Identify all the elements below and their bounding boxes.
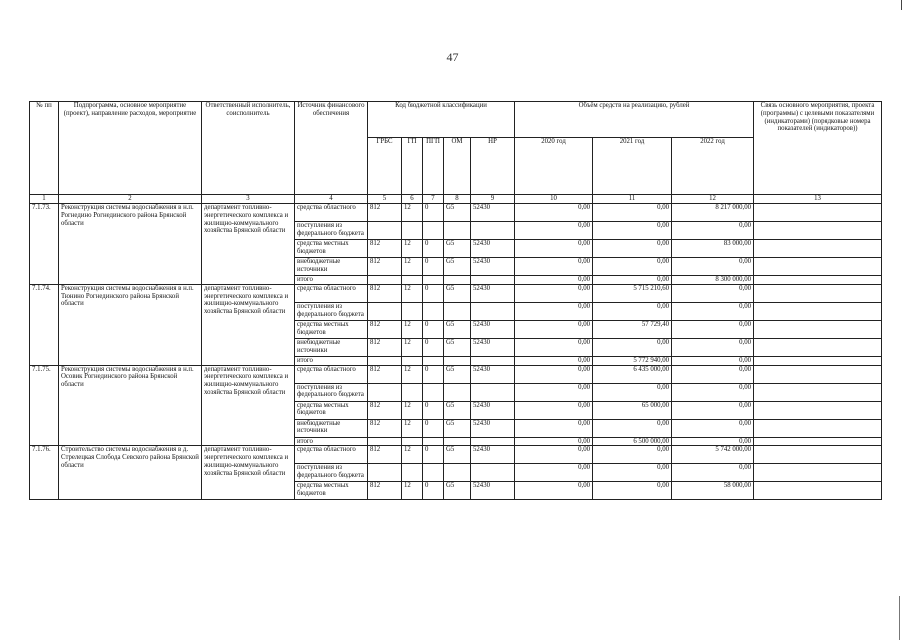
amount-2022-cell: 0,00 [672,401,754,419]
header-source: Источник финансового обеспечения [295,102,368,195]
amount-2020-cell: 0,00 [515,365,593,383]
gp-cell [402,437,423,446]
amount-2021-cell: 0,00 [593,383,672,401]
nr-cell [471,437,515,446]
link-cell [754,356,882,365]
gp-cell [402,383,423,401]
budget-table [29,101,882,500]
grbs-cell: 812 [368,258,402,276]
amount-2020-cell: 0,00 [515,204,593,222]
amount-2020-cell: 0,00 [515,446,593,464]
nr-cell: 52430 [471,240,515,258]
nr-cell: 52430 [471,204,515,222]
amount-2021-cell: 0,00 [593,419,672,437]
gp-cell: 12 [402,446,423,464]
amount-2020-cell: 0,00 [515,464,593,482]
amount-2021-cell: 5 772 940,00 [593,356,672,365]
om-cell [444,222,471,240]
grbs-cell: 812 [368,284,402,302]
link-cell [754,419,882,437]
gp-cell: 12 [402,258,423,276]
om-cell [444,437,471,446]
gp-cell: 12 [402,204,423,222]
index-cell: 9 [471,195,515,204]
table-row [30,204,882,222]
gp-cell: 12 [402,419,423,437]
header-num: № пп [30,102,59,195]
amount-2021-cell: 0,00 [593,302,672,320]
nr-cell [471,222,515,240]
nr-cell [471,302,515,320]
index-cell: 7 [423,195,444,204]
executor-cell: департамент топливно-энергетического комплекса и жилищно-коммунального хозяйства Брянской области [202,204,295,285]
gp-cell: 12 [402,401,423,419]
pgp-cell [423,464,444,482]
amount-2020-cell: 0,00 [515,320,593,338]
item-name-cell: Реконструкция системы водоснабжения в н.п. Рогнедино Рогнединского района Брянской области [59,204,202,285]
header-gp: ГП [402,138,423,195]
amount-2022-cell: 0,00 [672,320,754,338]
table-row [30,365,882,383]
amount-2020-cell: 0,00 [515,437,593,446]
header-2021: 2021 год [593,138,672,195]
amount-2021-cell: 6 500 000,00 [593,437,672,446]
grbs-cell [368,464,402,482]
gp-cell [402,464,423,482]
amount-2022-cell: 0,00 [672,365,754,383]
om-cell: G5 [444,204,471,222]
link-cell [754,464,882,482]
nr-cell: 52430 [471,320,515,338]
om-cell: G5 [444,446,471,464]
index-cell: 12 [672,195,754,204]
link-cell [754,240,882,258]
om-cell [444,356,471,365]
header-program: Подпрограмма, основное мероприятие (проект), направление расходов, мероприятие [59,102,202,195]
link-cell [754,383,882,401]
om-cell: G5 [444,320,471,338]
amount-2020-cell: 0,00 [515,383,593,401]
amount-2022-cell: 0,00 [672,302,754,320]
amount-2022-cell: 0,00 [672,383,754,401]
link-cell [754,276,882,285]
header-link: Связь основного мероприятия, проекта (программы) с целевыми показателями (индикаторами) (порядковые номера показателей (индикаторов)) [754,102,882,195]
amount-2020-cell: 0,00 [515,356,593,365]
executor-cell: департамент топливно-энергетического комплекса и жилищно-коммунального хозяйства Брянской области [202,446,295,500]
source-cell: поступления из федерального бюджета [295,383,368,401]
amount-2020-cell: 0,00 [515,276,593,285]
source-cell: средства областного [295,365,368,383]
source-cell: средства областного [295,446,368,464]
nr-cell: 52430 [471,482,515,500]
header-budget-code: Код бюджетной классификации [368,102,515,138]
amount-2022-cell: 0,00 [672,437,754,446]
amount-2021-cell: 5 715 210,60 [593,284,672,302]
header-2022: 2022 год [672,138,754,195]
om-cell [444,302,471,320]
amount-2021-cell: 0,00 [593,240,672,258]
pgp-cell: 0 [423,482,444,500]
om-cell: G5 [444,419,471,437]
header-grbs: ГРБС [368,138,402,195]
source-cell: средства областного [295,284,368,302]
source-cell: поступления из федерального бюджета [295,222,368,240]
column-index-row [30,195,882,204]
amount-2021-cell: 6 435 000,00 [593,365,672,383]
amount-2022-cell: 83 000,00 [672,240,754,258]
amount-2021-cell: 0,00 [593,446,672,464]
nr-cell: 52430 [471,401,515,419]
nr-cell: 52430 [471,419,515,437]
margin-mark [901,0,902,10]
amount-2022-cell: 0,00 [672,338,754,356]
grbs-cell [368,222,402,240]
header-volume: Объём средств на реализацию, рублей [515,102,754,138]
amount-2020-cell: 0,00 [515,240,593,258]
header-pgp: ПГП [423,138,444,195]
om-cell: G5 [444,365,471,383]
link-cell [754,446,882,464]
index-cell: 5 [368,195,402,204]
amount-2022-cell: 5 742 000,00 [672,446,754,464]
grbs-cell [368,302,402,320]
gp-cell [402,222,423,240]
index-cell: 1 [30,195,59,204]
nr-cell [471,276,515,285]
index-cell: 3 [202,195,295,204]
item-number-cell: 7.1.75. [30,365,59,446]
amount-2021-cell: 0,00 [593,482,672,500]
link-cell [754,204,882,222]
source-cell: средства местных бюджетов [295,240,368,258]
om-cell: G5 [444,338,471,356]
gp-cell: 12 [402,240,423,258]
om-cell: G5 [444,401,471,419]
grbs-cell: 812 [368,446,402,464]
amount-2022-cell: 0,00 [672,419,754,437]
source-cell: поступления из федерального бюджета [295,302,368,320]
header-nr: НР [471,138,515,195]
om-cell: G5 [444,482,471,500]
amount-2021-cell: 0,00 [593,222,672,240]
amount-2020-cell: 0,00 [515,338,593,356]
amount-2022-cell: 0,00 [672,284,754,302]
item-number-cell: 7.1.76. [30,446,59,500]
nr-cell: 52430 [471,365,515,383]
nr-cell: 52430 [471,446,515,464]
item-name-cell: Реконструкция системы водоснабжения в н.п. Тюнино Рогнединского района Брянской области [59,284,202,365]
nr-cell: 52430 [471,284,515,302]
link-cell [754,338,882,356]
source-cell: внебюджетные источники [295,419,368,437]
grbs-cell [368,383,402,401]
link-cell [754,258,882,276]
amount-2020-cell: 0,00 [515,419,593,437]
gp-cell [402,276,423,285]
amount-2020-cell: 0,00 [515,258,593,276]
om-cell [444,276,471,285]
amount-2020-cell: 0,00 [515,284,593,302]
amount-2020-cell: 0,00 [515,482,593,500]
amount-2022-cell: 58 000,00 [672,482,754,500]
pgp-cell: 0 [423,446,444,464]
grbs-cell [368,356,402,365]
amount-2022-cell: 8 300 000,00 [672,276,754,285]
source-cell: средства местных бюджетов [295,401,368,419]
amount-2021-cell: 0,00 [593,204,672,222]
grbs-cell: 812 [368,320,402,338]
amount-2021-cell: 0,00 [593,276,672,285]
table-body [30,204,882,500]
nr-cell: 52430 [471,258,515,276]
om-cell [444,383,471,401]
link-cell [754,284,882,302]
amount-2020-cell: 0,00 [515,401,593,419]
table-row [30,284,882,302]
grbs-cell [368,437,402,446]
header-om: ОМ [444,138,471,195]
nr-cell [471,356,515,365]
index-cell: 6 [402,195,423,204]
amount-2021-cell: 65 000,00 [593,401,672,419]
om-cell: G5 [444,284,471,302]
gp-cell: 12 [402,338,423,356]
item-number-cell: 7.1.74. [30,284,59,365]
amount-2022-cell: 0,00 [672,258,754,276]
pgp-cell: 0 [423,240,444,258]
source-cell: итого [295,276,368,285]
nr-cell [471,383,515,401]
executor-cell: департамент топливно-энергетического комплекса и жилищно-коммунального хозяйства Брянской области [202,365,295,446]
index-cell: 4 [295,195,368,204]
nr-cell [471,464,515,482]
source-cell: средства местных бюджетов [295,482,368,500]
amount-2021-cell: 0,00 [593,464,672,482]
grbs-cell: 812 [368,240,402,258]
amount-2021-cell: 0,00 [593,338,672,356]
source-cell: поступления из федерального бюджета [295,464,368,482]
header-2020: 2020 год [515,138,593,195]
grbs-cell: 812 [368,338,402,356]
pgp-cell [423,222,444,240]
source-cell: внебюджетные источники [295,338,368,356]
pgp-cell: 0 [423,365,444,383]
link-cell [754,437,882,446]
index-cell: 8 [444,195,471,204]
link-cell [754,320,882,338]
pgp-cell [423,302,444,320]
amount-2022-cell: 0,00 [672,464,754,482]
link-cell [754,365,882,383]
link-cell [754,302,882,320]
grbs-cell: 812 [368,482,402,500]
item-number-cell: 7.1.73. [30,204,59,285]
grbs-cell: 812 [368,419,402,437]
amount-2021-cell: 0,00 [593,258,672,276]
pgp-cell: 0 [423,320,444,338]
index-cell: 13 [754,195,882,204]
grbs-cell [368,276,402,285]
amount-2020-cell: 0,00 [515,222,593,240]
nr-cell: 52430 [471,338,515,356]
grbs-cell: 812 [368,401,402,419]
gp-cell: 12 [402,320,423,338]
source-cell: итого [295,356,368,365]
pgp-cell [423,356,444,365]
pgp-cell: 0 [423,401,444,419]
source-cell: итого [295,437,368,446]
table-row [30,446,882,464]
amount-2021-cell: 57 729,40 [593,320,672,338]
pgp-cell [423,437,444,446]
pgp-cell: 0 [423,419,444,437]
link-cell [754,222,882,240]
grbs-cell: 812 [368,365,402,383]
pgp-cell: 0 [423,338,444,356]
pgp-cell: 0 [423,284,444,302]
link-cell [754,401,882,419]
index-cell: 2 [59,195,202,204]
amount-2020-cell: 0,00 [515,302,593,320]
amount-2022-cell: 0,00 [672,222,754,240]
pgp-cell [423,276,444,285]
amount-2022-cell: 8 217 000,00 [672,204,754,222]
om-cell [444,464,471,482]
header-executor: Ответственный исполнитель, соисполнитель [202,102,295,195]
source-cell: внебюджетные источники [295,258,368,276]
pgp-cell: 0 [423,258,444,276]
grbs-cell: 812 [368,204,402,222]
item-name-cell: Реконструкция системы водоснабжения в н.п. Осовик Рогнединского района Брянской области [59,365,202,446]
gp-cell [402,302,423,320]
page-number: 47 [446,50,459,64]
om-cell: G5 [444,258,471,276]
source-cell: средства областного [295,204,368,222]
pgp-cell [423,383,444,401]
item-name-cell: Строительство системы водоснабжения в д. Стрелецкая Слобода Севского района Брянской области [59,446,202,500]
gp-cell: 12 [402,482,423,500]
om-cell: G5 [444,240,471,258]
executor-cell: департамент топливно-энергетического комплекса и жилищно-коммунального хозяйства Брянской области [202,284,295,365]
link-cell [754,482,882,500]
gp-cell: 12 [402,284,423,302]
source-cell: средства местных бюджетов [295,320,368,338]
gp-cell [402,356,423,365]
gp-cell: 12 [402,365,423,383]
index-cell: 11 [593,195,672,204]
scan-edge-mark [899,596,900,640]
pgp-cell: 0 [423,204,444,222]
amount-2022-cell: 0,00 [672,356,754,365]
index-cell: 10 [515,195,593,204]
